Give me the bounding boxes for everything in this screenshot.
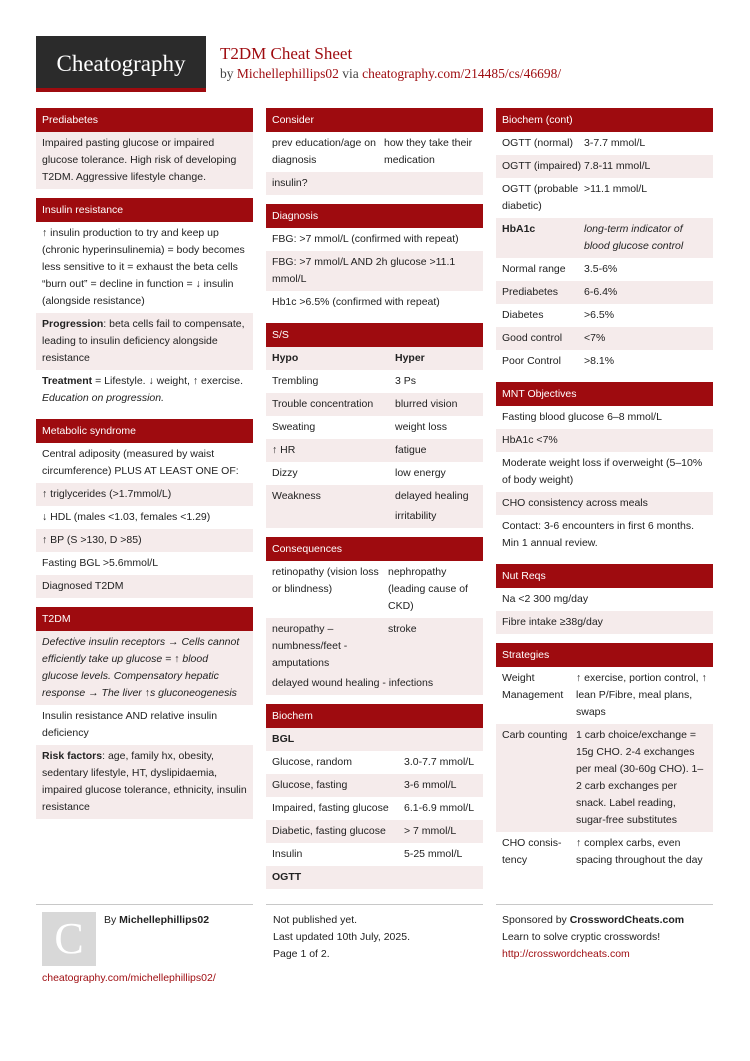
text-row: [36, 370, 253, 410]
column-1: [36, 108, 253, 828]
column-header: Hyper: [395, 352, 425, 364]
section-strategies: [496, 643, 713, 872]
row-label: Treatment: [42, 375, 93, 387]
cell: Dizzy: [272, 467, 298, 479]
section-header: Metabolic syndrome: [36, 419, 253, 443]
cell: Insulin: [272, 848, 303, 860]
cell: Normal range: [502, 263, 566, 275]
table-row: [496, 281, 713, 304]
table-row: [496, 155, 713, 178]
table-row: [266, 416, 483, 439]
section-mnt-objectives: [496, 382, 713, 555]
footer-by-label: By: [104, 914, 120, 926]
cell: Trouble concentration: [272, 398, 374, 410]
table-row: [266, 843, 483, 866]
cell: OGTT (probable diabetic): [502, 183, 579, 212]
cell: neuropathy – numbness/feet - amputations: [272, 623, 348, 669]
row-label: Risk factors: [42, 750, 103, 762]
column-3: [496, 108, 713, 881]
cell: fatigue: [395, 444, 427, 456]
cell: 7.8-11 mmol/L: [584, 160, 651, 172]
table-row: [496, 832, 713, 872]
text-row: Central adiposity (measured by waist circumference) PLUS AT LEAST ONE OF:: [42, 448, 239, 477]
cell: HbA1c: [502, 223, 536, 235]
section-header: Biochem: [266, 704, 483, 728]
row-text: = Lifestyle. ↓ weight, ↑ exercise.: [92, 375, 244, 387]
cell: 3-6 mmol/L: [404, 779, 457, 791]
section-header: Diagnosis: [266, 204, 483, 228]
cell: delayed healing: [395, 490, 469, 502]
logo-text: Cheatography: [56, 51, 186, 76]
avatar[interactable]: C: [42, 912, 96, 966]
cell: long-term indicator of blood glucose control: [584, 223, 684, 252]
table-row: [266, 820, 483, 843]
table-row: [266, 618, 483, 675]
section-diagnosis: [266, 204, 483, 314]
cell: OGTT (normal): [502, 137, 573, 149]
page-title: T2DM Cheat Sheet: [220, 44, 353, 63]
cell: [272, 508, 395, 525]
text-row: Contact: 3-6 encounters in first 6 months. Min 1 annual review.: [502, 520, 695, 549]
via-label: via: [338, 66, 363, 81]
text-row: [36, 745, 253, 819]
table-row: [496, 178, 713, 218]
section-header: Prediabetes: [36, 108, 253, 132]
section-header: T2DM: [36, 607, 253, 631]
cell: 5-25 mmol/L: [404, 848, 463, 860]
table-row: [496, 132, 713, 155]
table-row: [266, 561, 483, 618]
text-row: ↓ HDL (males <1.03, females <1.29): [42, 511, 211, 523]
row-label: Progression: [42, 318, 104, 330]
text-row: CHO consistency across meals: [496, 492, 713, 515]
text-row: Diagnosed T2DM: [36, 575, 253, 598]
section-header: S/S: [266, 323, 483, 347]
text-row: Fibre intake ≥38g/day: [496, 611, 713, 634]
text-row: FBG: >7 mmol/L (confirmed with repeat): [272, 233, 459, 245]
cell: ↑ complex carbs, even spacing throughout the day: [576, 837, 703, 866]
cell: >6.5%: [584, 309, 615, 321]
text-row: insulin?: [266, 172, 483, 195]
cell: how they take their medication: [384, 137, 473, 166]
text-row: HbA1c <7%: [496, 429, 713, 452]
cell: nephropathy (leading cause of CKD): [388, 566, 468, 612]
section-header: Insulin resistance: [36, 198, 253, 222]
cell: Sweating: [272, 421, 316, 433]
table-row: [266, 751, 483, 774]
table-row: [266, 132, 483, 172]
cell: 6-6.4%: [584, 286, 618, 298]
cell: Prediabetes: [502, 286, 559, 298]
table-row: [266, 485, 483, 508]
cell: 3 Ps: [395, 375, 417, 387]
section-insulin-resistance: [36, 198, 253, 410]
table-row: [496, 304, 713, 327]
cell: Glucose, random: [272, 756, 352, 768]
cheatography-logo[interactable]: [36, 36, 206, 92]
cell: OGTT (impaired): [502, 160, 582, 172]
text-row: delayed wound healing - infections: [266, 675, 483, 695]
logo-underline: [36, 88, 206, 92]
table-row: [496, 258, 713, 281]
page-number: Page 1 of 2.: [273, 948, 330, 960]
section-metabolic-syndrome: [36, 419, 253, 598]
section-consequences: [266, 537, 483, 695]
cell: <7%: [584, 332, 606, 344]
table-row: [496, 667, 713, 724]
cell: 3.5-6%: [584, 263, 618, 275]
sponsor-name[interactable]: CrosswordCheats.com: [569, 914, 685, 926]
text-row: Defective insulin receptors → Cells cannot efficiently take up glucose = ↑ blood glucose levels. Compensatory hepatic response → The liver ↑s gluconeogenesis: [36, 631, 253, 705]
cell: Trembling: [272, 375, 319, 387]
cell: Diabetes: [502, 309, 544, 321]
table-row: [266, 439, 483, 462]
subheader-row: BGL: [266, 728, 483, 751]
cell: Diabetic, fasting glucose: [272, 825, 386, 837]
text-row: ↑ insulin production to try and keep up (chronic hyperinsulinemia) = body becomes less sensitive to it = exhaust the beta cells “burn out” = decline in function = ↓ insulin (alongside resistance): [42, 227, 245, 307]
author-link[interactable]: Michellephillips02: [236, 66, 339, 81]
table-row: [266, 508, 483, 528]
publish-status: Not published yet.: [273, 914, 358, 926]
table-row: [266, 393, 483, 416]
cell: Weight Management: [502, 672, 564, 701]
section-nut-reqs: [496, 564, 713, 634]
text-row: Insulin resistance AND relative insulin deficiency: [42, 710, 218, 739]
cell: 3.0-7.7 mmol/L: [404, 756, 475, 768]
section-ss: [266, 323, 483, 528]
cell: >11.1 mmol/L: [584, 183, 648, 195]
cell: Weakness: [272, 490, 321, 502]
column-2: [266, 108, 483, 898]
section-header: MNT Objectives: [496, 382, 713, 406]
cell: weight loss: [395, 421, 447, 433]
subheader-row: OGTT: [266, 866, 483, 889]
section-biochem: [266, 704, 483, 889]
cell: 6.1-6.9 mmol/L: [404, 802, 475, 814]
section-t2dm: [36, 607, 253, 819]
section-header: Consider: [266, 108, 483, 132]
cell: > 7 mmol/L: [404, 825, 457, 837]
text-row: ↑ BP (S >130, D >85): [36, 529, 253, 552]
cell: Good control: [502, 332, 563, 344]
footer-divider: [36, 904, 253, 905]
cell: Carb counting: [502, 729, 568, 741]
sponsor-tagline: Learn to solve cryptic crosswords!: [502, 931, 661, 943]
cell: ↑ HR: [272, 444, 296, 456]
footer-author: [104, 912, 209, 929]
table-row: [496, 218, 713, 258]
column-header: Hypo: [272, 352, 299, 364]
cell: blurred vision: [395, 398, 458, 410]
row-text: : beta cells fail to compensate, leading to insulin deficiency alongside resistance: [42, 318, 245, 364]
footer-author-name[interactable]: Michellephillips02: [119, 914, 210, 926]
table-row: [266, 797, 483, 820]
cell: CHO consistency: [502, 837, 562, 866]
text-row: Fasting BGL >5.6mmol/L: [42, 557, 159, 569]
section-prediabetes: [36, 108, 253, 189]
sponsor-line: [502, 912, 684, 929]
row-text: : age, family hx, obesity, sedentary lifestyle, HT, dyslipidaemia, impaired glucose tolerance, ethnicity, insulin resistance: [42, 750, 247, 813]
section-biochem-cont: [496, 108, 713, 373]
text-row: [36, 313, 253, 370]
cell: Poor Control: [502, 355, 561, 367]
section-header: Strategies: [496, 643, 713, 667]
footer-divider: [496, 904, 713, 905]
section-header: Consequences: [266, 537, 483, 561]
text-row: Na <2 300 mg/day: [502, 593, 589, 605]
last-updated: Last updated 10th July, 2025.: [273, 931, 410, 943]
author-profile-link[interactable]: cheatography.com/michellephillips02/: [42, 972, 216, 984]
cell: prev education/age on diagnosis: [272, 137, 376, 166]
section-header: Nut Reqs: [496, 564, 713, 588]
sponsor-link[interactable]: http://crosswordcheats.com: [502, 948, 630, 960]
by-label: by: [220, 66, 237, 81]
text-row: Impaired pasting glucose or impaired glucose tolerance. High risk of developing T2DM. Aggressive lifestyle change.: [36, 132, 253, 189]
table-row: [266, 774, 483, 797]
cell: 3-7.7 mmol/L: [584, 137, 646, 149]
text-row: Fasting blood glucose 6–8 mmol/L: [502, 411, 662, 423]
cell: Glucose, fasting: [272, 779, 348, 791]
section-header: Biochem (cont): [496, 108, 713, 132]
sheet-url-link[interactable]: cheatography.com/214485/cs/46698/: [362, 66, 562, 81]
text-row: Hb1c >6.5% (confirmed with repeat): [272, 296, 440, 308]
sponsored-label: Sponsored by: [502, 914, 570, 926]
cell: stroke: [388, 623, 417, 635]
table-row: [266, 462, 483, 485]
byline: [220, 66, 561, 82]
cell: retinopathy (vision loss or blindness): [272, 566, 379, 595]
cell: irritability: [395, 510, 437, 522]
table-header-row: [266, 347, 483, 370]
cell: Impaired, fasting glucose: [272, 802, 389, 814]
cell: low energy: [395, 467, 446, 479]
table-row: [496, 327, 713, 350]
cell: >8.1%: [584, 355, 615, 367]
table-row: [266, 370, 483, 393]
text-row: Moderate weight loss if overweight (5–10% of body weight): [502, 457, 703, 486]
table-row: [496, 350, 713, 373]
table-row: [496, 724, 713, 832]
row-italic-text: Education on progression.: [42, 392, 164, 404]
footer-divider: [266, 904, 483, 905]
cell: ↑ exercise, portion control, ↑ lean P/Fibre, meal plans, swaps: [576, 672, 707, 718]
text-row: ↑ triglycerides (>1.7mmol/L): [36, 483, 253, 506]
section-consider: [266, 108, 483, 195]
text-row: FBG: >7 mmol/L AND 2h glucose >11.1 mmol/L: [266, 251, 483, 291]
cell: 1 carb choice/exchange = 15g CHO. 2-4 exchanges per meal (30-60g CHO). 1–2 carb exchanges per snack. Label reading, sugar-free substitutes: [576, 729, 704, 826]
